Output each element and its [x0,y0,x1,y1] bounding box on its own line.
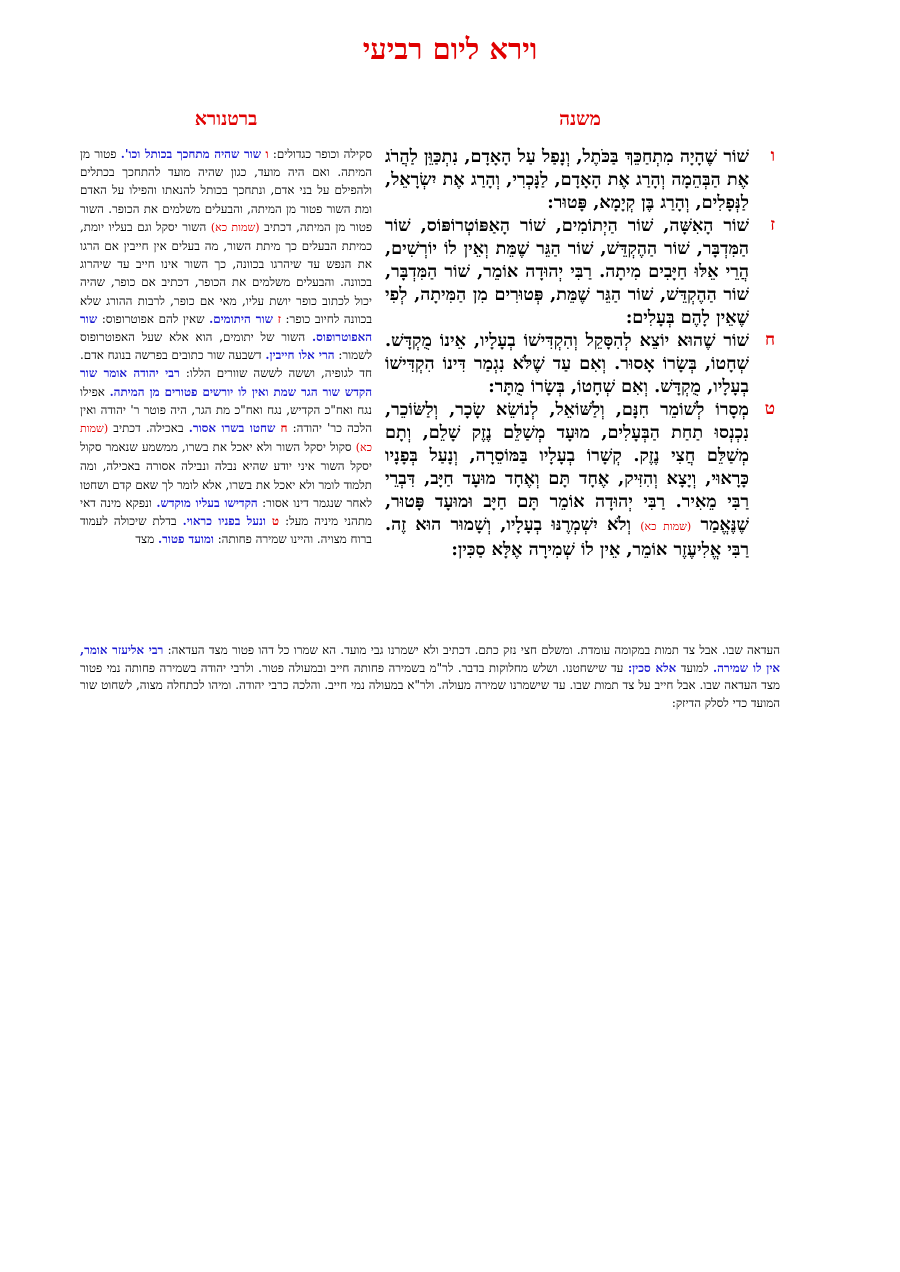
dibur-hamatchil: רבי יהודה אומר שור הקדש שור הגר שמת ואין לו יורשים פטורים מן המיתה. [80,366,372,399]
page-title: וירא ליום רביעי [362,32,538,66]
mishna-heading: משנה [559,108,601,130]
bartenura-heading: ברטנורא [194,108,258,130]
mishna-paragraph-6 [385,145,775,214]
dibur-hamatchil: ונעל בפניו כראוי. [182,514,266,529]
mishna-paragraph-7 [385,214,775,329]
mishna-paragraph-9 [385,398,775,561]
mishna-ref-number: ז [277,311,281,326]
bartenura-commentary [80,145,372,548]
commentary-text: סקילה וכופר כגדולים: [272,147,373,161]
mishna-text: שׁוֹר שֶׁהוּא יוֹצֵא לְהִסָּקֵל וְהִקְדִּישׁוֹ בְעָלָיו, אֵינוֹ מֻקְדָּשׁ. שְׁחָטוֹ, בְּשָׂרוֹ אָסוּר. וְאִם עַד שֶׁלֹּא נִגְמַר דִּינוֹ הִקְדִּישׁוֹ בְעָלָיו, מֻקְדָּשׁ. וְאִם שְׁחָטוֹ, בְּשָׂרוֹ מֻתָּר: [385,330,749,397]
mishna-ref-number: ו [265,147,269,161]
mishna-text: וְלֹא יִשְׁמְרֶנּוּ בְעָלָיו, וְשָׁמוּר הוּא זֶה. רַבִּי אֱלִיעֶזֶר אוֹמֵר, אֵין לוֹ שְׁמִירָה אֶלָּא סַכִּין: [385,514,749,560]
commentary-text: העדאה שבו. אבל צד תמות במקומה עומדת. ומשלם חצי נזק כתם. דכתיב ולא ישמרנו גבי מועד. הא שמרו כל דהו פטור מצד העדאה: [167,643,780,657]
dibur-hamatchil: שור האפוטרופוס. [80,311,373,345]
commentary-text: אפילו נגח ואח"כ הקדיש, נגח ואח"כ מת הגר, היה פוטר ר' יהודה ואין הלכה כר' יהודה: [80,384,372,436]
mishna-text: שׁוֹר שֶׁהָיָה מִתְחַכֵּךְ בַּכֹּתֶל, וְנָפַל עַל הָאָדָם, נִתְכַּוֵּן לַהֲרֹג אֶת הַבְּהֵמָה וְהָרַג אֶת הָאָדָם, לַנָּכְרִי, וְהָרַג אֶת יִשְׂרָאֵל, לַנְּפָלִים, וְהָרַג בֶּן קְיָמָא, פָּטוּר: [385,146,749,213]
commentary-text: השור יסקל וגם בעליו יומת, כמיתת הבעלים כך מיתת השור, מה בעלים אין חייבין אם הרגו את הנפש עד שיהרגו בכוונה, כך השור אינו חייב עד שיהרוג בכוונה. והבעלים משלמים את הכופר, דכתיב אם כופר, שהיה יכול לכתוב כופר יושת עליו, מאי אם כופר, לרבות ההורג שלא בכוונה לחיוב כופר: [80,219,372,326]
mishna-number: ט [764,399,775,419]
dibur-hamatchil: שור היתומים. [209,311,273,326]
mishna-number: ו [770,146,775,166]
bartenura-column [80,108,372,548]
dibur-hamatchil: רבי אליעזר אומר, אין לו שמירה. [80,643,780,675]
mishna-text: מְסָרוֹ לְשׁוֹמֵר חִנָּם, וְלַשּׁוֹאֵל, לְנוֹשֵׂא שָׂכָר, וְלַשּׂוֹכֵר, נִכְנְסוּ תַחַת הַבְּעָלִים, מוּעָד מְשַׁלֵּם נֶזֶק שָׁלֵם, וְתָם מְשַׁלֵּם חֲצִי נֶזֶק. קְשָׁרוֹ בְעָלָיו בַּמּוֹסֵרָה, וְנָעַל בְּפָנָיו כָּרָאוּי, וְיָצָא וְהִזִּיק, אֶחָד תָּם וְאֶחָד מוּעָד חַיָּב, דִּבְרֵי רַבִּי מֵאִיר. רַבִּי יְהוּדָה אוֹמֵר תָּם חַיָּב וּמוּעָד פָּטוּר, שֶׁנֶּאֱמַר [385,399,749,535]
commentary-text: למועד [680,660,709,675]
dibur-hamatchil: שור שהיה מתחכך בכותל וכו'. [120,147,262,161]
commentary-text: עד שישחטנו. ושלש מחלוקות בדבר. לר"מ בשמירה פחותה חייב ובמעולה פטור. ולרבי יהודה בשמירה פחותה נמי פטור מצד העדאה שבו. אבל חייב על צד תמות שבו. עד שישמרנו שמירה מעולה. ולר"א במעולה נמי חייב. והלכה כרבי יהודה. ומיהו לכתחלה מצוה, לשחוט שור המועד כדי לסלק הדיזק: [80,660,780,711]
dibur-hamatchil: הקדישו בעליו מוקדש. [156,495,258,510]
bartenura-commentary-continued [80,642,780,713]
commentary-text: ונפקא מינה דאי מתהני מיניה מעל: [80,495,373,529]
commentary-text: מצד [135,532,155,547]
dibur-hamatchil: הרי אלו חייבין. [265,348,335,363]
commentary-text: סקול יסקל השור ולא יאכל את בשרו, ממשמע שנאמר סקול יסקל השור איני יודע שהיא נבלה ונבילה אסורה באכילה, ומה תלמוד לומר ולא יאכל את בשרו, אלא לומר לך שאם קדם ושחטו לאחר שנגמר דינו אסור: [80,440,372,510]
commentary-text: פטור מן המיתה. ואם היה מועד, כגון שהיה מועד להתחכך בכתלים ולהפילם על בני אדם, ונתחכך בכותל להנאתו והפילו על האדם ומת השור פטור מן המיתה, והבעלים משלמים את הכופר. השור פטור מן המיתה, דכתיב [80,147,373,234]
bible-reference: (שמות כא) [640,520,692,533]
commentary-text: השור של יתומים, הוא אלא שעל האפוטרופוס לשמור: [80,330,373,363]
bartenura-continuation [80,642,780,713]
bible-reference: (שמות כא) [210,220,260,234]
mishna-ref-number: ח [280,421,288,436]
mishna-paragraph-8 [385,329,775,398]
dibur-hamatchil: אלא סכין: [627,660,677,675]
mishna-number: ז [770,215,775,235]
commentary-text: שאין להם אפוטרופוס: [101,311,205,326]
mishna-column [385,108,775,561]
dibur-hamatchil: ומועד פטור. [157,532,214,547]
mishna-ref-number: ט [271,514,280,529]
dibur-hamatchil: שחטו בשרו אסור. [188,421,276,436]
mishna-text: שׁוֹר הָאִשָּׁה, שׁוֹר הַיְתוֹמִים, שׁוֹר הָאַפּוֹטְרוֹפּוֹס, שׁוֹר הַמִּדְבָּר, שׁוֹר הַהֶקְדֵּשׁ, שׁוֹר הַגֵּר שֶׁמֵּת וְאֵין לוֹ יוֹרְשִׁים, הֲרֵי אֵלּוּ חַיָּבִים מִיתָה. רַבִּי יְהוּדָה אוֹמֵר, שׁוֹר הַמִּדְבָּר, שׁוֹר הַהֶקְדֵּשׁ, שׁוֹר הַגֵּר שֶׁמֵּת, פְּטוּרִים מִן הַמִּיתָה, לְפִי שֶׁאֵין לָהֶם בְּעָלִים: [385,215,749,328]
commentary-text: בדלת שיכולה לעמוד ברוח מצויה. והיינו שמירה פחותה: [80,514,372,547]
commentary-text: דשבעה שור כתובים בפרשה בנוגח אדם. חד לגופיה, וששה לששה שוורים הללו: [80,348,373,381]
bible-reference: (שמות כא) [80,422,373,455]
commentary-text: באכילה. דכתיב [113,421,184,436]
mishna-number: ח [764,330,775,350]
